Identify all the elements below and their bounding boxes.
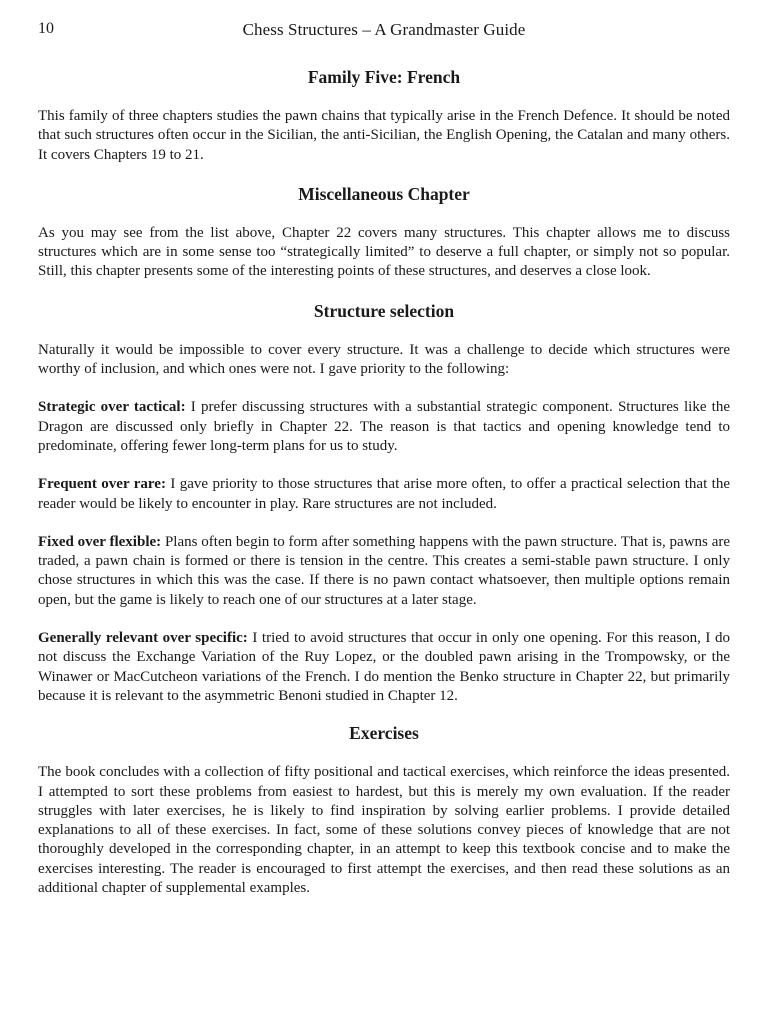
criterion-text: I gave priority to those structures that arise more often, to offer a practical selection that the reader would be likely to encounter in play. Rare structures are not included. bbox=[38, 476, 730, 512]
running-header bbox=[38, 0, 730, 50]
heading-family-five-french: Family Five: French bbox=[307, 67, 461, 87]
page-number: 10 bbox=[38, 20, 54, 37]
book-title: Chess Structures – A Grandmaster Guide bbox=[242, 20, 526, 39]
paragraph-french: This family of three chapters studies the pawn chains that typically arise in the French Defence. It should be noted that such structures often occur in the Sicilian, the anti-Sicilian, the English Opening, the Catalan and many others. It covers Chapters 19 to 21. bbox=[38, 108, 730, 163]
criterion-generally-relevant-over-specific bbox=[38, 629, 730, 706]
criterion-lead: Frequent over rare: bbox=[38, 476, 166, 493]
paragraph-exercises: The book concludes with a collection of fifty positional and tactical exercises, which reinforce the ideas presented. I attempted to sort these problems from easiest to hardest, but this is merely my own evaluation. If the reader struggles with later exercises, he is likely to find inspiration by solving earlier problems. I provide detailed explanations to all of these exercises. In fact, some of these solutions convey pieces of knowledge that are not thoroughly developed in the corresponding chapter, in an attempt to keep this textbook concise and to make the exercises interesting. The reader is encouraged to first attempt the exercises, and then read these solutions as an additional chapter of supplemental examples. bbox=[38, 764, 730, 897]
criterion-text: Plans often begin to form after something happens with the pawn structure. That is, pawns are traded, a pawn chain is formed or there is tension in the centre. This creates a semi-stable pawn structure. I only chose structures in which this was the case. If there is no pawn contact whatsoever, then multiple options remain open, but the game is likely to reach one of our structures at a later stage. bbox=[38, 533, 731, 608]
criterion-lead: Generally relevant over specific: bbox=[38, 630, 248, 647]
criterion-fixed-over-flexible bbox=[38, 533, 730, 610]
heading-exercises: Exercises bbox=[349, 723, 419, 744]
heading-structure-selection: Structure selection bbox=[313, 300, 455, 321]
criterion-text: I tried to avoid structures that occur in only one opening. For this reason, I do not discuss the Exchange Variation of the Ruy Lopez, or the doubled pawn arising in the Trompowsky, or the Winawer or MacCutcheon variations of the French. I do mention the Benko structure in Chapter 22, but primarily because it is relevant to the asymmetric Benoni studied in Chapter 12. bbox=[38, 630, 730, 704]
heading-miscellaneous-chapter: Miscellaneous Chapter bbox=[298, 183, 470, 204]
criterion-text: I prefer discussing structures with a substantial strategic component. Structures like the Dragon are discussed only briefly in Chapter 22. The reason is that tactics and opening knowledge tend to predominate, offering fewer long-term plans for us to study. bbox=[38, 399, 731, 454]
criterion-frequent-over-rare bbox=[38, 475, 730, 514]
criterion-lead: Strategic over tactical: bbox=[38, 399, 186, 416]
paragraph-miscellaneous: As you may see from the list above, Chapter 22 covers many structures. This chapter allows me to discuss structures which are in some sense too “strategically limited” to deserve a full chapter, or simply not so popular. Still, this chapter presents some of the interesting points of these structures, and deserves a close look. bbox=[38, 224, 730, 280]
criterion-lead: Fixed over flexible: bbox=[38, 533, 162, 550]
paragraph-selection-intro: Naturally it would be impossible to cover every structure. It was a challenge to decide which structures were worthy of inclusion, and which ones were not. I gave priority to the following: bbox=[38, 341, 730, 378]
criterion-strategic-over-tactical bbox=[38, 398, 730, 456]
